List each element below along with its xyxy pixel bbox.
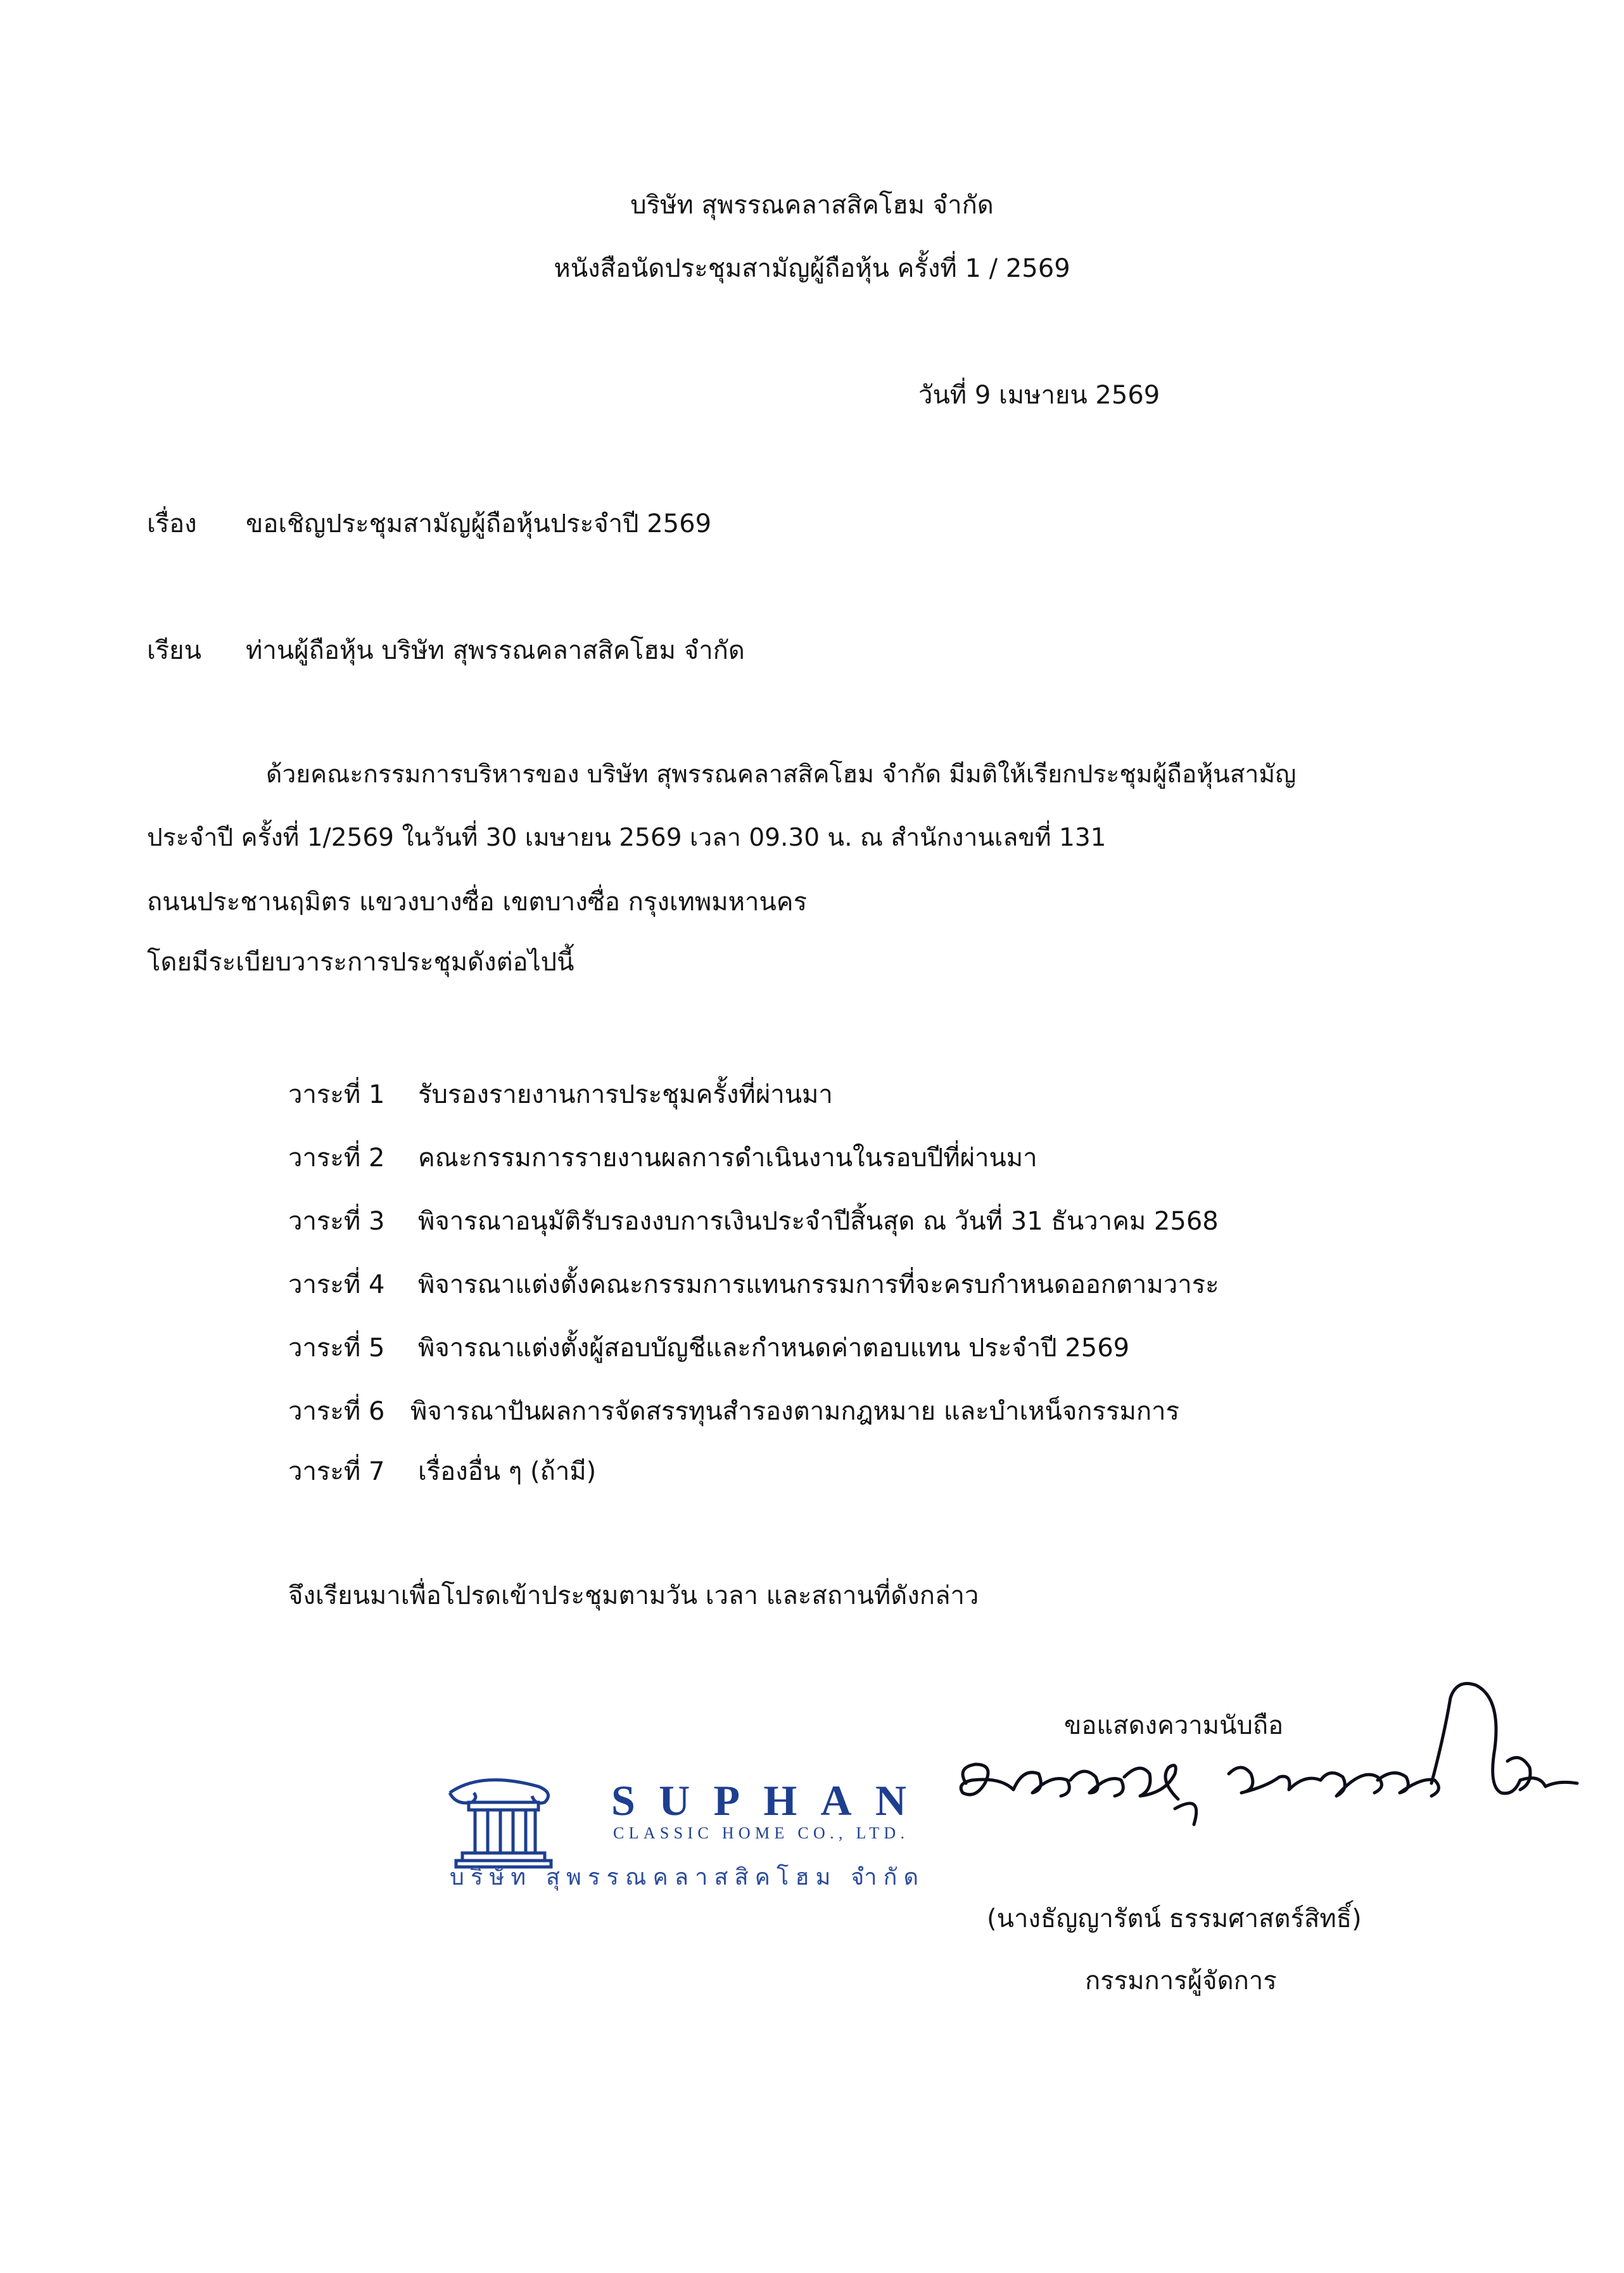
svg-text:CLASSIC HOME CO., LTD.: CLASSIC HOME CO., LTD. [613, 1824, 904, 1842]
agenda-number: วาระที่ 7 [288, 1457, 385, 1486]
company-seal-logo [443, 1767, 925, 1894]
agenda-number: วาระที่ 4 [288, 1270, 385, 1299]
subject-text: ขอเชิญประชุมสามัญผู้ถือหุ้นประจำปี 2569 [246, 509, 712, 538]
regards-line: ขอแสดงความนับถือ [1064, 1711, 1284, 1740]
handwritten-signature [950, 1672, 1590, 1862]
agenda-text: พิจารณาแต่งตั้งคณะกรรมการแทนกรรมการที่จะครบกำหนดออกตามวาระ [418, 1270, 1219, 1299]
agenda-text: รับรองรายงานการประชุมครั้งที่ผ่านมา [418, 1080, 833, 1109]
signatory-position: กรรมการผู้จัดการ [1085, 1966, 1277, 1996]
closing-line: จึงเรียนมาเพื่อโปรดเข้าประชุมตามวัน เวลา และสถานที่ดังกล่าว [288, 1581, 979, 1610]
agenda-number: วาระที่ 5 [288, 1334, 385, 1363]
document-title: หนังสือนัดประชุมสามัญผู้ถือหุ้น ครั้งที่ 1 / 2569 [554, 254, 1070, 283]
body-line-1: ด้วยคณะกรรมการบริหารของ บริษัท สุพรรณคลาสสิคโฮม จำกัด มีมติให้เรียกประชุมผู้ถือหุ้นสามัญ [266, 760, 1297, 789]
agenda-text: คณะกรรมการรายงานผลการดำเนินงานในรอบปีที่ผ่านมา [418, 1143, 1037, 1173]
body-line-2: ประจำปี ครั้งที่ 1/2569 ในวันที่ 30 เมษายน 2569 เวลา 09.30 น. ณ สำนักงานเลขที่ 131 [147, 824, 1107, 852]
agenda-number: วาระที่ 2 [288, 1143, 385, 1173]
company-heading: บริษัท สุพรรณคลาสสิคโฮม จำกัด [630, 191, 994, 220]
agenda-text: พิจารณาแต่งตั้งผู้สอบบัญชีและกำหนดค่าตอบแทน ประจำปี 2569 [418, 1334, 1130, 1363]
body-line-3: ถนนประชานฤมิตร แขวงบางซื่อ เขตบางซื่อ กรุงเทพมหานคร [147, 888, 808, 917]
agenda-text: เรื่องอื่น ๆ (ถ้ามี) [418, 1457, 597, 1486]
recipient-text: ท่านผู้ถือหุ้น บริษัท สุพรรณคลาสสิคโฮม จำกัด [246, 636, 745, 665]
signatory-name: (นางธัญญารัตน์ ธรรมศาสตร์สิทธิ์) [987, 1904, 1362, 1933]
subject-label: เรื่อง [147, 509, 197, 538]
agenda-text: พิจารณาอนุมัติรับรองงบการเงินประจำปีสิ้นสุด ณ วันที่ 31 ธันวาคม 2568 [418, 1207, 1219, 1236]
agenda-number: วาระที่ 6 [288, 1397, 385, 1426]
svg-text:SUPHAN: SUPHAN [611, 1776, 909, 1824]
recipient-label: เรียน [147, 636, 201, 665]
agenda-number: วาระที่ 3 [288, 1207, 385, 1236]
date-line: วันที่ 9 เมษายน 2569 [918, 381, 1160, 410]
body-line-4: โดยมีระเบียบวาระการประชุมดังต่อไปนี้ [147, 948, 574, 977]
agenda-number: วาระที่ 1 [288, 1080, 385, 1109]
agenda-text: พิจารณาปันผลการจัดสรรทุนสำรองตามกฎหมาย และบำเหน็จกรรมการ [410, 1397, 1179, 1426]
svg-text:บริษัท สุพรรณคลาสสิคโฮม จำกัด: บริษัท สุพรรณคลาสสิคโฮม จำกัด [450, 1864, 918, 1890]
